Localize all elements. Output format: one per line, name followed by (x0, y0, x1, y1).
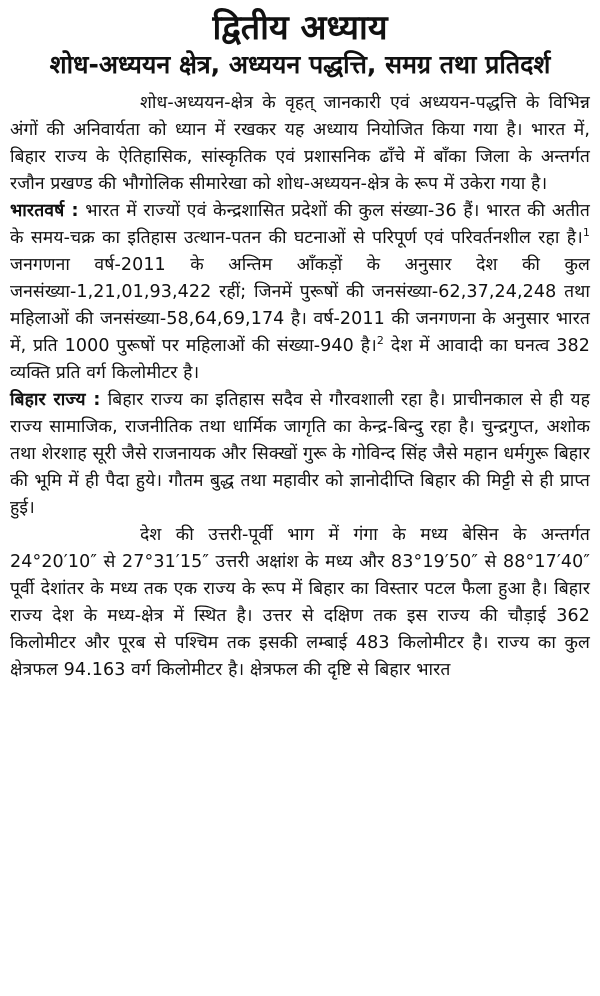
geography-paragraph: देश की उत्तरी-पूर्वी भाग में गंगा के मध्य बेसिन के अन्तर्गत 24°20′10″ से 27°31′15″ उत्तरी अक्षांश के मध्य और 83°19′50″ से 88°17′40″ पूर्वी देशांतर के मध्य तक एक राज्य के रूप में बिहार का विस्तार पटल फैला हुआ है। बिहार राज्य देश के मध्य-क्षेत्र में स्थित है। उत्तर से दक्षिण तक इस राज्य की चौड़ाई 362 किलोमीटर और पूरब से पश्चिम तक इसकी लम्बाई 483 किलोमीटर है। राज्य का कुल क्षेत्रफल 94.163 वर्ग किलोमीटर है। क्षेत्रफल की दृष्टि से बिहार भारत (10, 525, 590, 680)
bihar-text: बिहार राज्य का इतिहास सदैव से गौरवशाली रहा है। प्राचीनकाल से ही यह राज्य सामाजिक, राजनीतिक तथा धार्मिक जागृति का केन्द्र-बिन्दु रहा है। चुन्द्रगुप्त, अशोक तथा शेरशाह सूरी जैसे राजनायक और सिक्खों गुरू के गोविन्द सिंह जैसे महान धर्मगुरू बिहार की भूमि में ही पैदा हुये। गौतम बुद्ध तथा महावीर को ज्ञानोदीप्ति बिहार की मिट्टी से ही प्राप्त हुई। (10, 390, 590, 518)
chapter-title: द्वितीय अध्याय (212, 8, 388, 48)
bihar-label: बिहार राज्य : (10, 390, 101, 410)
bharat-paragraph (10, 198, 590, 387)
bharat-text-2: जनगणना वर्ष-2011 के अन्तिम आँकड़ों के अनुसार देश की कुल जनसंख्या-1,21,01,93,422 रहीं; जिनमें पुरूषों की जनसंख्या-62,37,24,248 तथा महिलाओं की जनसंख्या-58,64,69,174 है। वर्ष-2011 की जनगणना के अनुसार भारत में, प्रति 1000 पुरूषों पर महिलाओं की संख्या-940 है। (10, 255, 590, 356)
intro-paragraph: शोध-अध्ययन-क्षेत्र के वृहत् जानकारी एवं अध्ययन-पद्धत्ति के विभिन्न अंगों की अनिवार्यता को ध्यान में रखकर यह अध्याय नियोजित किया गया है। भारत में, बिहार राज्य के ऐतिहासिक, सांस्कृतिक एवं प्रशासनिक ढाँचे में बाँका जिला के अन्तर्गत रजौन प्रखण्ड की भौगोलिक सीमारेखा को शोध-अध्ययन-क्षेत्र के रूप में उकेरा गया है। (10, 93, 590, 194)
bharat-text-3: देश में आवादी का घनत्व 382 व्यक्ति प्रति वर्ग किलोमीटर है। (10, 336, 591, 383)
footnote-ref-1: 1 (582, 226, 590, 240)
footnote-ref-2: 2 (376, 334, 384, 348)
bihar-paragraph (10, 387, 590, 522)
bharat-text-1: भारत में राज्यों एवं केन्द्रशासित प्रदेशों की कुल संख्या-36 हैं। भारत की अतीत के समय-चक्र का इतिहास उत्थान-पतन की घटनाओं से परिपूर्ण एवं परिवर्तनशील रहा है। (10, 201, 590, 248)
bharat-label: भारतवर्ष : (10, 201, 79, 221)
chapter-subtitle: शोध-अध्ययन क्षेत्र, अध्ययन पद्धत्ति, समग्र तथा प्रतिदर्श (49, 50, 551, 79)
